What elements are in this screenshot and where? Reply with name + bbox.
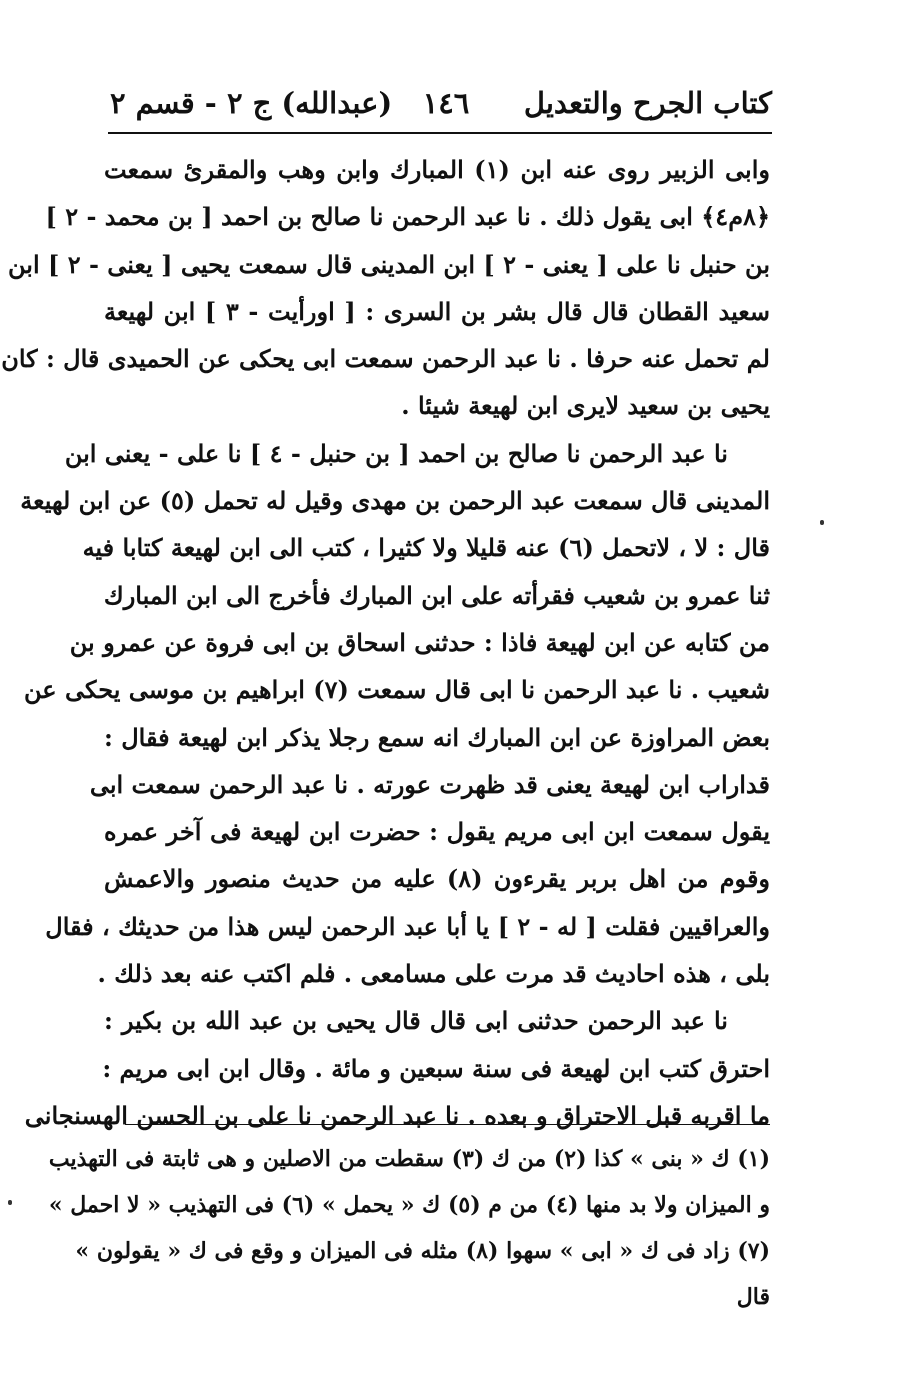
text-line: بلى ، هذه احاديث قد مرت على مسامعى . فلم اكتب عنه بعد ذلك . (97, 959, 770, 989)
header-rule (108, 132, 772, 134)
footnote-rule (125, 1124, 770, 1125)
text-line: ثنا عمرو بن شعيب فقرأته على ابن المبارك فأخرج الى ابن المبارك (103, 580, 770, 610)
print-speck (820, 520, 824, 525)
footnote-line: (١) ك « بنى » كذا (٢) من ك (٣) سقطت من الاصلين و هى ثابتة فى التهذيب (48, 1146, 770, 1172)
footnotes (48, 1136, 770, 1320)
text-line: وقوم من اهل بربر يقرءون (٨) عليه من حديث منصور والاعمش (104, 864, 771, 894)
text-line: شعيب . نا عبد الرحمن نا ابى قال سمعت (٧) ابراهيم بن موسى يحكى عن (24, 675, 770, 705)
footnote-line: (٧) زاد فى ك « ابى » سهوا (٨) مثله فى الميزان و وقع فى ك « يقولون » (75, 1238, 770, 1264)
text-line: والعراقيين فقلت [ له - ٢ ] يا أبا عبد الرحمن ليس هذا من حديثك ، فقال (45, 911, 770, 941)
text-line: وابى الزبير روى عنه ابن (١) المبارك وابن وهب والمقرئ سمعت (104, 155, 770, 184)
text-line: بن حنبل نا على [ يعنى - ٢ ] ابن المدينى قال سمعت يحيى [ يعنى - ٢ ] ابن (8, 249, 770, 279)
text-line: سعيد القطان قال قال بشر بن السرى : [ اورأيت - ٣ ] ابن لهيعة (104, 296, 770, 326)
text-line: من كتابه عن ابن لهيعة فاذا : حدثنى اسحاق بن ابى فروة عن عمرو بن (69, 627, 770, 657)
text-line: المدينى قال سمعت عبد الرحمن بن مهدى وقيل له تحمل (٥) عن ابن لهيعة (20, 486, 770, 516)
footnote-line: و الميزان ولا بد منها (٤) من م (٥) ك « يحمل » (٦) فى التهذيب « لا احمل » (48, 1192, 770, 1218)
text-line: نا عبد الرحمن نا صالح بن احمد [ بن حنبل - ٤ ] نا على - يعنى ابن (64, 438, 728, 468)
text-line: نا عبد الرحمن حدثنى ابى قال قال يحيى بن عبد الله بن بكير : (104, 1006, 728, 1036)
text-line: بعض المراوزة عن ابن المبارك انه سمع رجلا يذكر ابن لهيعة فقال : (104, 722, 770, 752)
page-number: ١٤٦ (422, 86, 470, 120)
text-line: يقول سمعت ابن ابى مريم يقول : حضرت ابن لهيعة فى آخر عمره (104, 817, 770, 847)
running-header (110, 82, 772, 124)
main-text (1, 146, 771, 1139)
text-line: احترق كتب ابن لهيعة فى سنة سبعين و مائة . وقال ابن ابى مريم : (102, 1053, 770, 1083)
text-line: ما اقربه قبل الاحتراق و بعده . نا عبد الرحمن نا على بن الحسن الهسنجانى (24, 1100, 770, 1130)
text-line: قال : لا ، لاتحمل (٦) عنه قليلا ولا كثيرا ، كتب الى ابن لهيعة كتابا فيه (82, 533, 770, 563)
text-line: لم تحمل عنه حرفا . نا عبد الرحمن سمعت ابى يحكى عن الحميدى قال : كان (1, 344, 770, 374)
volume-part: (عبدالله) ج ٢ - قسم ٢ (110, 86, 393, 120)
book-title: كتاب الجرح والتعديل (523, 86, 772, 120)
text-line: ﴿٨م٤﴾ ابى يقول ذلك . نا عبد الرحمن نا صالح بن احمد [ بن محمد - ٢ ] (45, 202, 770, 232)
text-line: يحيى بن سعيد لايرى ابن لهيعة شيئا . (401, 391, 770, 421)
footnote-line: قال (736, 1284, 770, 1310)
print-speck (8, 1200, 12, 1205)
text-line: قداراب ابن لهيعة يعنى قد ظهرت عورته . نا عبد الرحمن سمعت ابى (89, 769, 770, 799)
